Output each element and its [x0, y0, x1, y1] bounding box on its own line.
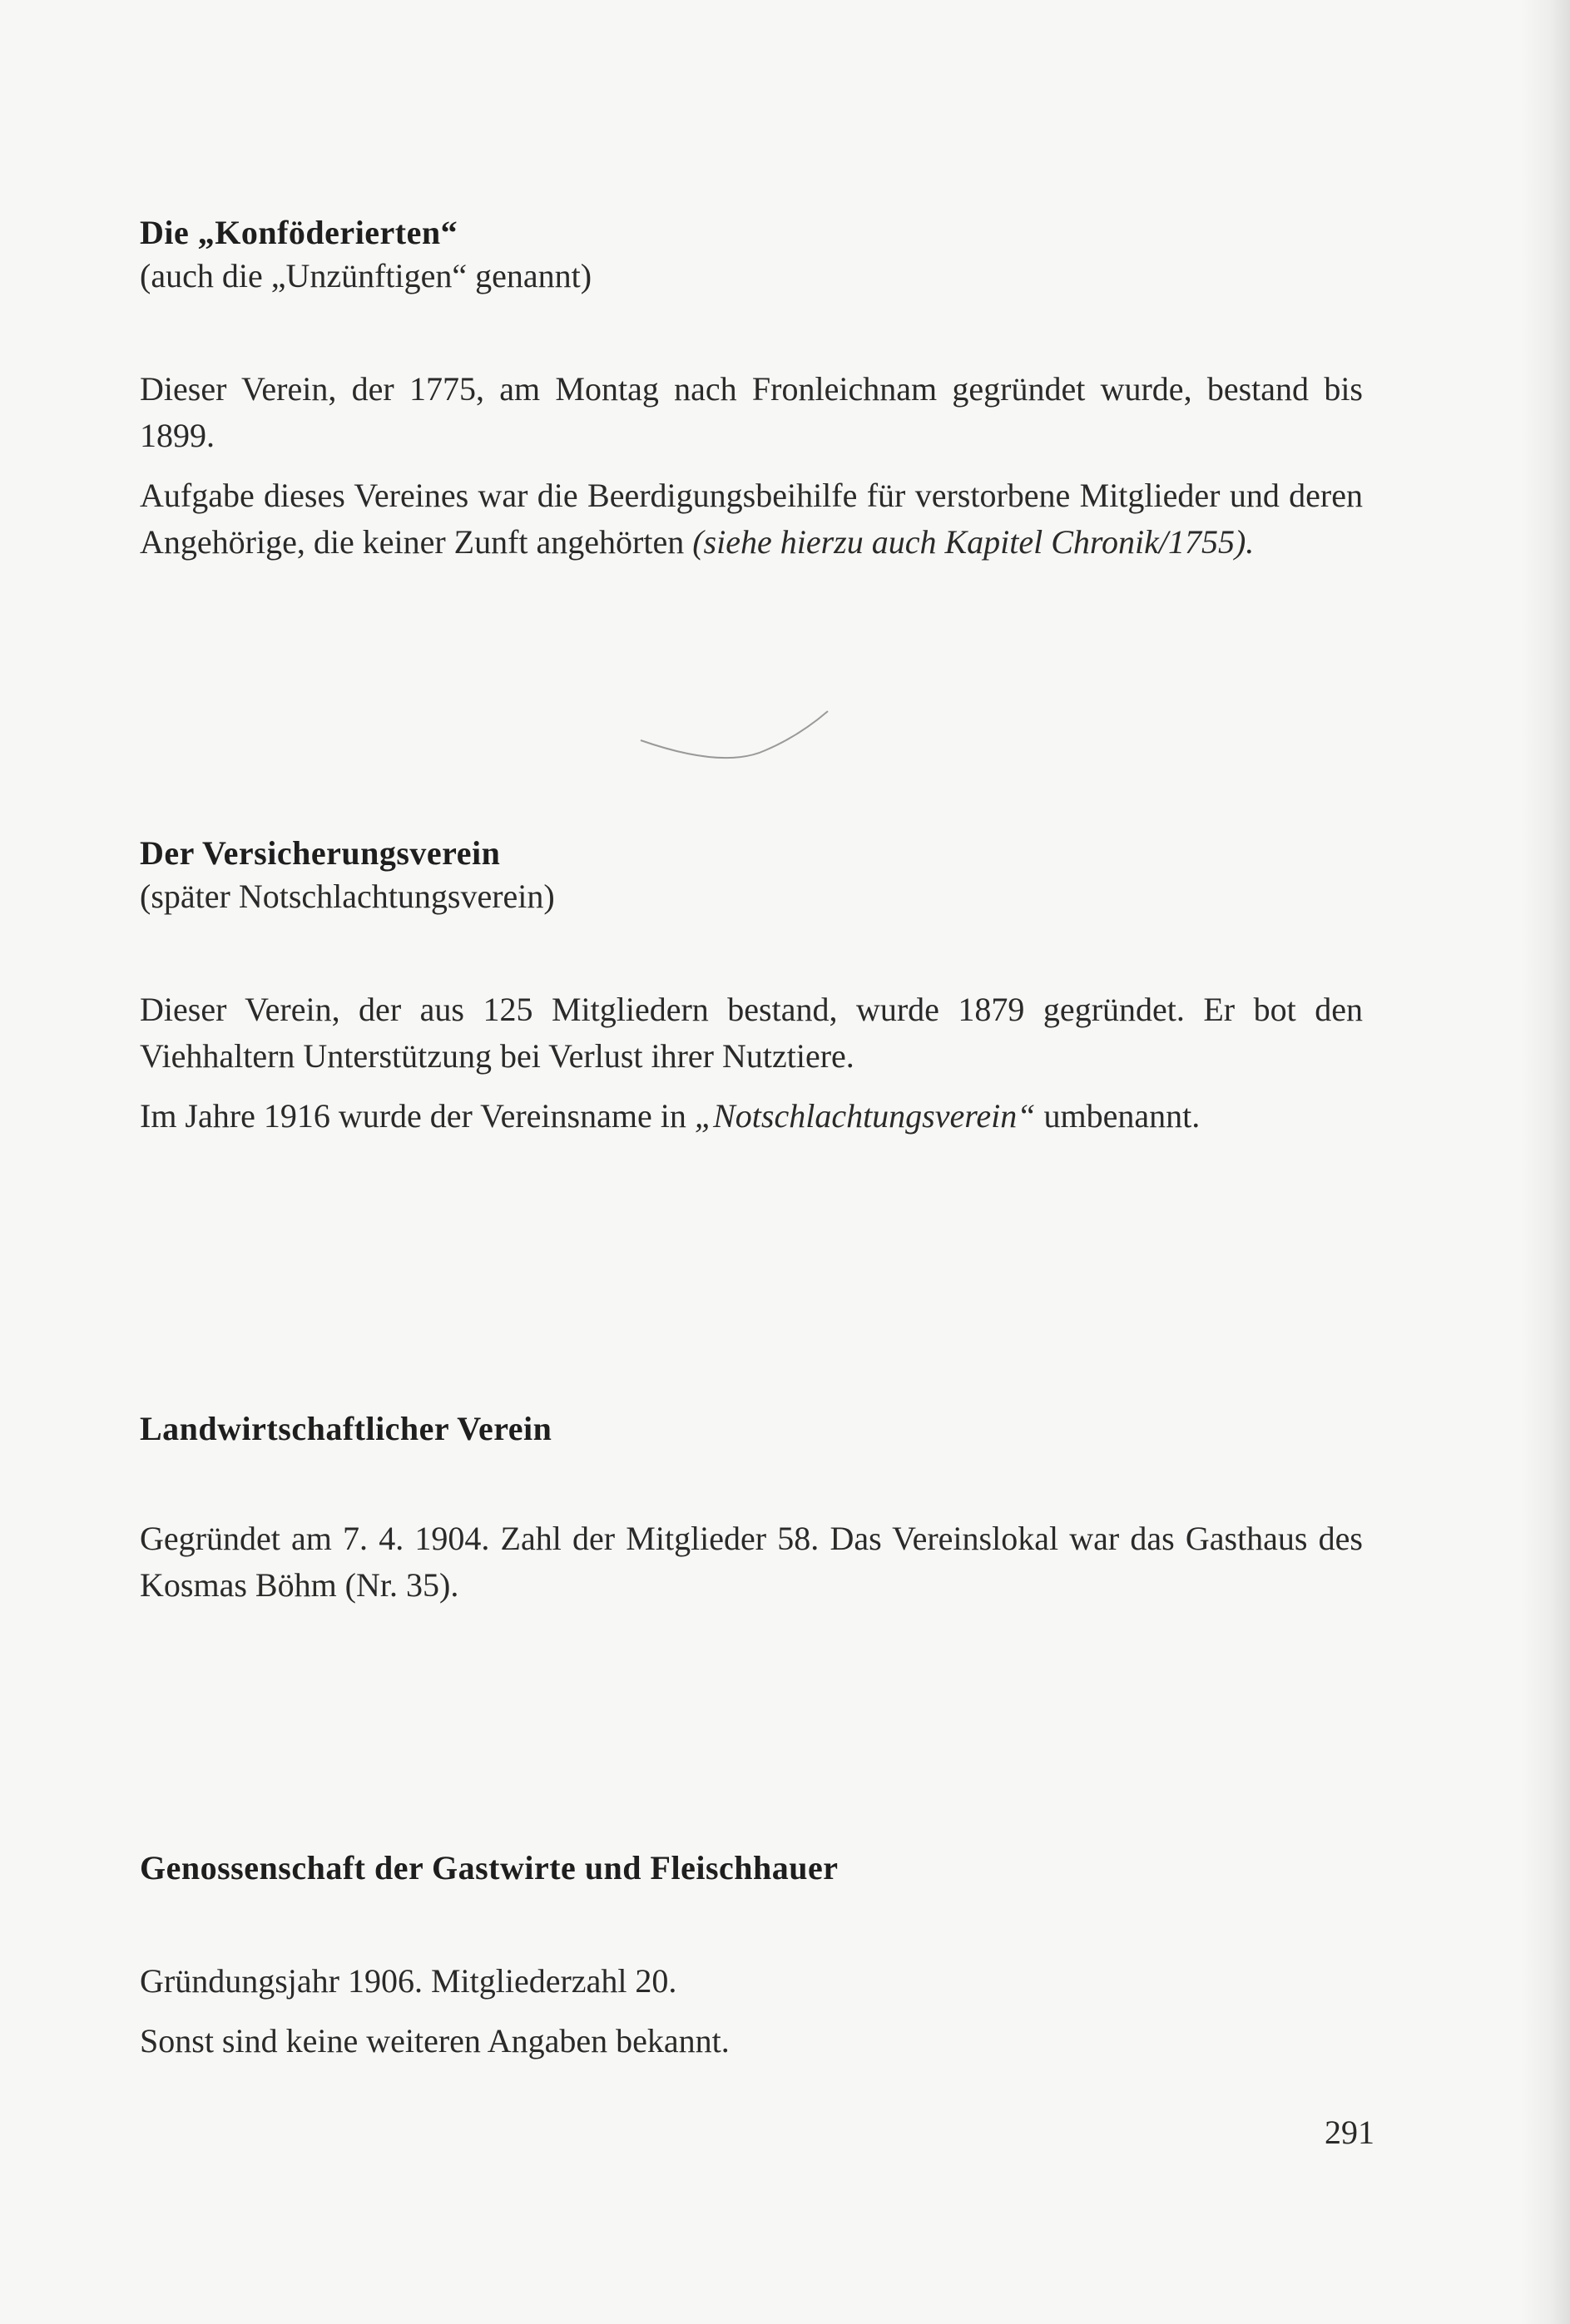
pencil-mark-icon	[632, 707, 840, 774]
page-number: 291	[1325, 2114, 1374, 2151]
section-landwirtschaftlicher-verein	[140, 1407, 1363, 1451]
section-heading: Genossenschaft der Gastwirte und Fleischhauer	[140, 1849, 839, 1886]
page-edge-shadow	[1520, 0, 1570, 2324]
section-heading: Die „Konföderierten“	[140, 214, 458, 251]
section-subheading: (später Notschlachtungsverein)	[140, 878, 555, 915]
section-genossenschaft	[140, 1847, 1363, 1890]
paragraph: Gründungsjahr 1906. Mitgliederzahl 20.	[140, 1962, 677, 2000]
section-konfoederierten-body	[140, 366, 1363, 566]
paragraph: Aufgabe dieses Vereines war die Beerdigungsbeihilfe für verstorbene Mitglieder und deren Angehörige, die keiner Zunft angehörten (siehe hierzu auch Kapitel Chronik/1755).	[140, 477, 1363, 561]
paragraph: Im Jahre 1916 wurde der Vereinsname in „Notschlachtungsverein“ umbenannt.	[140, 1097, 1201, 1135]
section-konfoederierten	[140, 211, 1363, 298]
section-landwirtschaftlicher-verein-body	[140, 1516, 1363, 1609]
section-heading: Der Versicherungsverein	[140, 834, 501, 872]
paragraph: Dieser Verein, der aus 125 Mitgliedern bestand, wurde 1879 gegründet. Er bot den Viehhaltern Unterstützung bei Verlust ihrer Nutztiere.	[140, 991, 1363, 1075]
section-genossenschaft-body	[140, 1958, 1363, 2064]
section-versicherungsverein-body	[140, 986, 1363, 1140]
italic-name: „Notschlachtungsverein“	[694, 1097, 1036, 1135]
paragraph: Sonst sind keine weiteren Angaben bekannt.	[140, 2022, 730, 2059]
section-versicherungsverein	[140, 832, 1363, 918]
paragraph: Dieser Verein, der 1775, am Montag nach Fronleichnam gegründet wurde, bestand bis 1899.	[140, 370, 1363, 454]
section-subheading: (auch die „Unzünftigen“ genannt)	[140, 257, 592, 294]
section-heading: Landwirtschaftlicher Verein	[140, 1410, 552, 1447]
paragraph: Gegründet am 7. 4. 1904. Zahl der Mitglieder 58. Das Vereinslokal war das Gasthaus des Kosmas Böhm (Nr. 35).	[140, 1520, 1363, 1604]
italic-reference: (siehe hierzu auch Kapitel Chronik/1755).	[692, 523, 1255, 561]
